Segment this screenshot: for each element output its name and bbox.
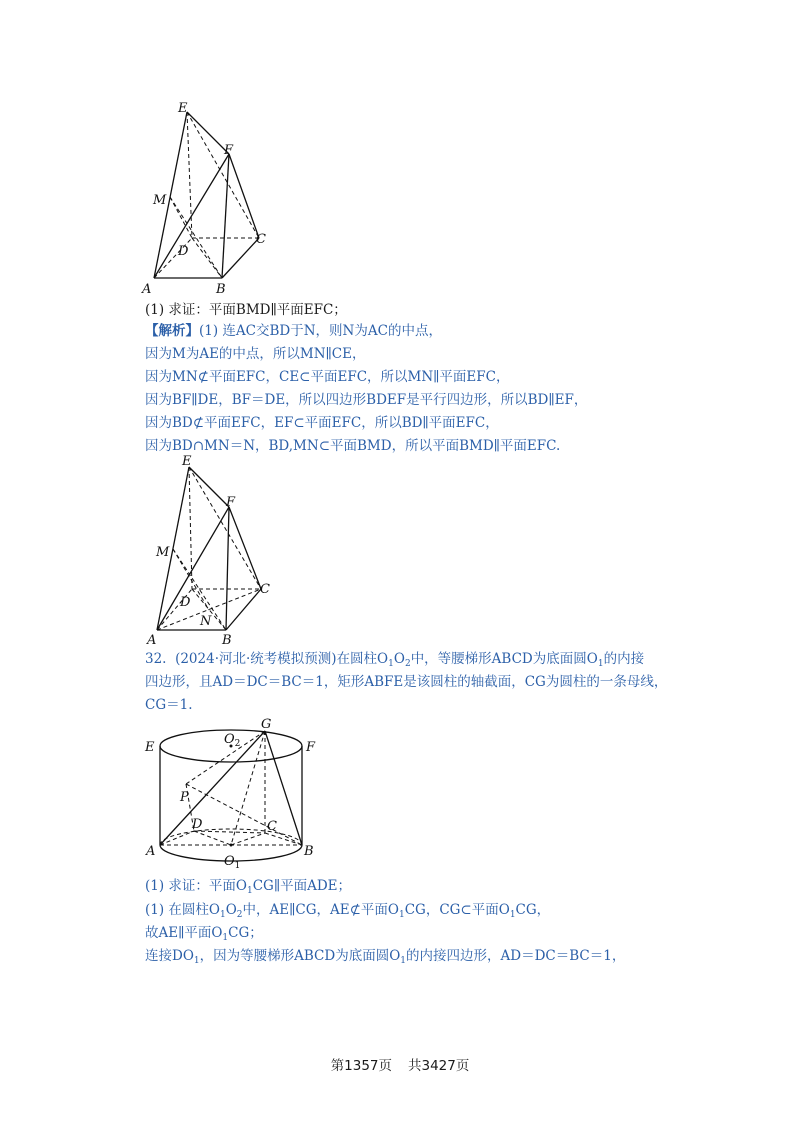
label-M: M <box>156 545 170 560</box>
label-O1: $O_1$ <box>224 854 241 871</box>
solution-2-line-3: 连接$DO_1$，因为等腰梯形ABCD为底面圆$O_1$的内接四边形，AD＝DC＝BC＝1， <box>145 948 626 966</box>
analysis-line-6: 因为BD∩MN＝N，BD,MN⊂平面BMD，所以平面BMD∥平面EFC. <box>145 438 561 454</box>
analysis-line-5: 因为BD⊄平面EFC，EF⊂平面EFC，所以BD∥平面EFC， <box>145 415 499 431</box>
label-F: F <box>226 495 236 510</box>
label-P: P <box>180 790 189 805</box>
problem-32-line-1: 32. (2024·河北·统考模拟预测)在圆柱$O_1O_2$中，等腰梯形ABCD为底面圆$O_1$的内接 <box>145 651 645 669</box>
analysis-line-1: 【解析】(1) 连AC交BD于N，则N为AC的中点， <box>145 323 442 339</box>
analysis-line-2: 因为M为AE的中点，所以MN∥CE， <box>145 346 366 362</box>
label-B: B <box>222 633 232 648</box>
label-M: M <box>153 193 167 208</box>
label-C: C <box>267 819 277 834</box>
label-N: N <box>200 614 212 629</box>
label-B: B <box>304 844 314 859</box>
problem-32-line-3: CG＝1. <box>145 697 193 713</box>
label-C: C <box>260 582 270 597</box>
label-E: E <box>145 740 155 755</box>
pyramid-figure-1 <box>140 95 280 300</box>
label-E: E <box>178 101 188 116</box>
label-A: A <box>142 282 152 297</box>
page-number: 第1357页 <box>330 1058 392 1074</box>
label-D: D <box>178 244 189 259</box>
label-D: D <box>192 817 203 832</box>
label-A: A <box>146 844 156 859</box>
label-D: D <box>180 595 191 610</box>
label-G: G <box>261 717 272 732</box>
label-F: F <box>224 143 234 158</box>
problem-32-line-2: 四边形，且AD＝DC＝BC＝1，矩形ABFE是该圆柱的轴截面，CG为圆柱的一条母线， <box>145 674 668 690</box>
analysis-line-4: 因为BF∥DE，BF＝DE，所以四边形BDEF是平行四边形，所以BD∥EF， <box>145 392 588 408</box>
page-footer <box>0 1054 800 1074</box>
page-total: 共3427页 <box>408 1058 470 1074</box>
solution-2-line-1: (1) 在圆柱$O_1O_2$中，AE∥CG，AE⊄平面$O_1CG$，CG⊂平面$O_1CG$， <box>145 902 551 920</box>
solution-2-line-2: 故AE∥平面$O_1CG$； <box>145 925 263 943</box>
analysis-line-3: 因为MN⊄平面EFC，CE⊂平面EFC，所以MN∥平面EFC， <box>145 369 510 385</box>
label-C: C <box>256 232 266 247</box>
label-B: B <box>216 282 226 297</box>
question-2: (1) 求证：平面$O_1CG\parallel$平面ADE； <box>145 878 351 896</box>
label-O2: $O_2$ <box>224 732 241 749</box>
label-E: E <box>182 454 192 469</box>
label-F: F <box>306 740 316 755</box>
analysis-tag: 【解析】 <box>145 323 199 339</box>
question-1: (1) 求证：平面BMD∥平面EFC； <box>145 302 347 318</box>
pyramid-figure-2 <box>140 450 280 650</box>
label-A: A <box>147 633 157 648</box>
cylinder-figure <box>140 712 330 872</box>
